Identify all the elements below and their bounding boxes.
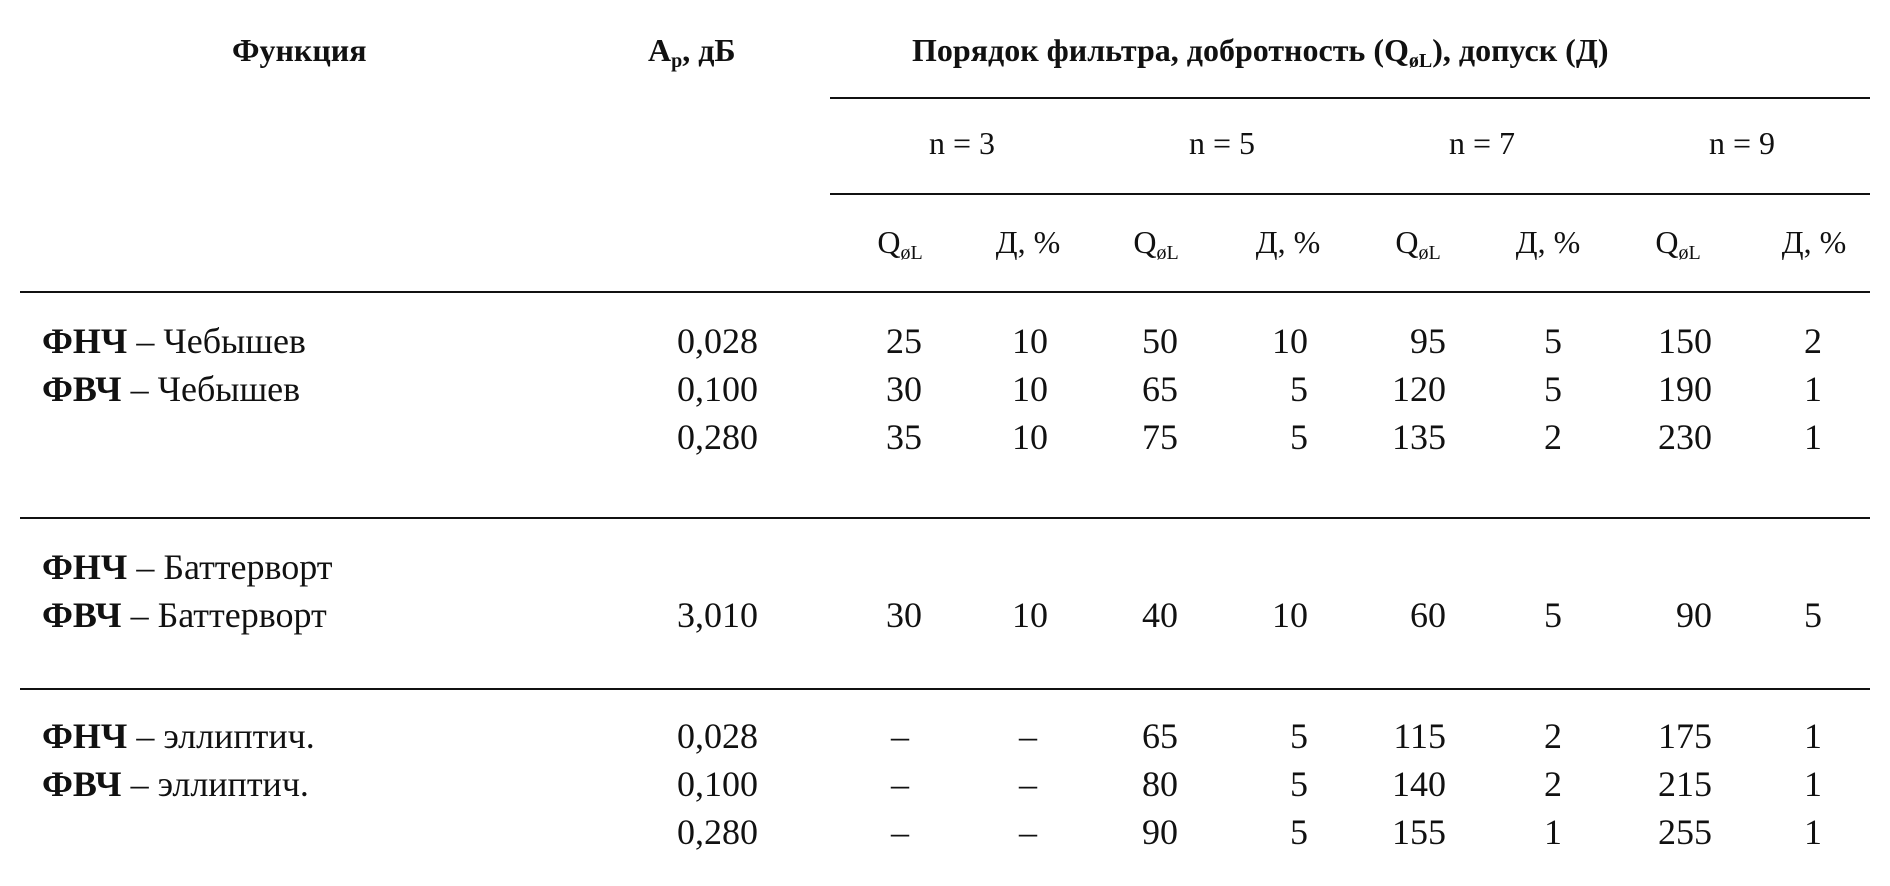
q-label: Q — [1655, 224, 1679, 260]
value-cell: 90 — [1676, 595, 1712, 635]
value-cell: 5 — [1544, 595, 1562, 635]
subheader-d-n3: Д, % — [995, 224, 1061, 260]
value-cell: 10 — [1272, 595, 1308, 635]
subheader-q-n7 — [1395, 226, 1440, 263]
function-label: ФВЧ – эллиптич. — [42, 764, 309, 804]
header-ap — [648, 34, 736, 71]
header-ap-symbol: A — [648, 32, 672, 68]
subheader-q-n9 — [1655, 226, 1700, 263]
value-cell: 2 — [1804, 321, 1822, 361]
value-cell: 50 — [1142, 321, 1178, 361]
subheader-d-n7: Д, % — [1515, 224, 1581, 260]
header-rule-1 — [830, 97, 1870, 99]
span-title-text: Порядок фильтра, добротность (Q — [912, 32, 1409, 68]
header-function: Функция — [232, 32, 367, 68]
ap-cell: 0,100 — [677, 369, 758, 409]
value-cell: – — [891, 764, 909, 804]
function-label: ФВЧ – Чебышев — [42, 369, 301, 409]
value-cell: 25 — [886, 321, 922, 361]
value-cell: 90 — [1142, 812, 1178, 852]
value-cell: – — [891, 812, 909, 852]
q-subscript: øL — [1156, 242, 1179, 264]
value-cell: 135 — [1392, 417, 1446, 457]
ap-cell: 0,280 — [677, 812, 758, 852]
value-cell: 5 — [1290, 369, 1308, 409]
value-cell: 80 — [1142, 764, 1178, 804]
header-ap-unit: , дБ — [682, 32, 736, 68]
group-rule-2 — [20, 688, 1870, 690]
value-cell: 5 — [1290, 417, 1308, 457]
value-cell: 120 — [1392, 369, 1446, 409]
value-cell: 5 — [1290, 764, 1308, 804]
value-cell: 2 — [1544, 716, 1562, 756]
q-subscript: øL — [1418, 242, 1441, 264]
group-rule-1 — [20, 517, 1870, 519]
value-cell: – — [1019, 764, 1037, 804]
value-cell: 10 — [1012, 321, 1048, 361]
header-rule-3 — [20, 291, 1870, 293]
value-cell: 5 — [1290, 716, 1308, 756]
function-label: ФНЧ – Чебышев — [42, 321, 306, 361]
function-label: ФНЧ – эллиптич. — [42, 716, 315, 756]
order-n5: n = 5 — [1188, 125, 1256, 161]
ap-cell: 0,100 — [677, 764, 758, 804]
value-cell: 1 — [1544, 812, 1562, 852]
value-cell: 65 — [1142, 716, 1178, 756]
ap-cell: 3,010 — [677, 595, 758, 635]
subheader-d-n9: Д, % — [1781, 224, 1847, 260]
value-cell: 255 — [1658, 812, 1712, 852]
value-cell: 40 — [1142, 595, 1178, 635]
span-title-subscript: øL — [1408, 50, 1433, 72]
header-span-title — [912, 34, 1608, 71]
value-cell: 60 — [1410, 595, 1446, 635]
value-cell: 5 — [1544, 369, 1562, 409]
header-ap-subscript: p — [671, 50, 683, 72]
subheader-d-n5: Д, % — [1255, 224, 1321, 260]
ap-cell: 0,028 — [677, 716, 758, 756]
order-n7: n = 7 — [1448, 125, 1516, 161]
value-cell: 1 — [1804, 716, 1822, 756]
value-cell: 150 — [1658, 321, 1712, 361]
value-cell: 230 — [1658, 417, 1712, 457]
value-cell: 5 — [1544, 321, 1562, 361]
value-cell: 1 — [1804, 812, 1822, 852]
ap-cell: 0,028 — [677, 321, 758, 361]
value-cell: 30 — [886, 595, 922, 635]
value-cell: 10 — [1012, 417, 1048, 457]
value-cell: 215 — [1658, 764, 1712, 804]
value-cell: 1 — [1804, 764, 1822, 804]
value-cell: 10 — [1012, 369, 1048, 409]
value-cell: 175 — [1658, 716, 1712, 756]
subheader-q-n3 — [877, 226, 922, 263]
value-cell: 95 — [1410, 321, 1446, 361]
order-n3: n = 3 — [928, 125, 996, 161]
header-rule-2 — [830, 193, 1870, 195]
value-cell: 2 — [1544, 764, 1562, 804]
value-cell: 10 — [1272, 321, 1308, 361]
value-cell: 30 — [886, 369, 922, 409]
value-cell: 140 — [1392, 764, 1446, 804]
subheader-q-n5 — [1133, 226, 1178, 263]
value-cell: 1 — [1804, 417, 1822, 457]
value-cell: 2 — [1544, 417, 1562, 457]
value-cell: 155 — [1392, 812, 1446, 852]
q-label: Q — [1395, 224, 1419, 260]
span-title-end: ), допуск (Д) — [1432, 32, 1609, 68]
ap-cell: 0,280 — [677, 417, 758, 457]
value-cell: 5 — [1804, 595, 1822, 635]
q-label: Q — [1133, 224, 1157, 260]
function-label: ФНЧ – Баттерворт — [42, 547, 333, 587]
value-cell: 5 — [1290, 812, 1308, 852]
value-cell: 75 — [1142, 417, 1178, 457]
order-n9: n = 9 — [1708, 125, 1776, 161]
value-cell: 10 — [1012, 595, 1048, 635]
value-cell: – — [891, 716, 909, 756]
q-label: Q — [877, 224, 901, 260]
value-cell: 1 — [1804, 369, 1822, 409]
value-cell: – — [1019, 812, 1037, 852]
value-cell: 115 — [1393, 716, 1446, 756]
value-cell: 35 — [886, 417, 922, 457]
value-cell: – — [1019, 716, 1037, 756]
value-cell: 190 — [1658, 369, 1712, 409]
function-label: ФВЧ – Баттерворт — [42, 595, 327, 635]
q-subscript: øL — [900, 242, 923, 264]
value-cell: 65 — [1142, 369, 1178, 409]
q-subscript: øL — [1678, 242, 1701, 264]
